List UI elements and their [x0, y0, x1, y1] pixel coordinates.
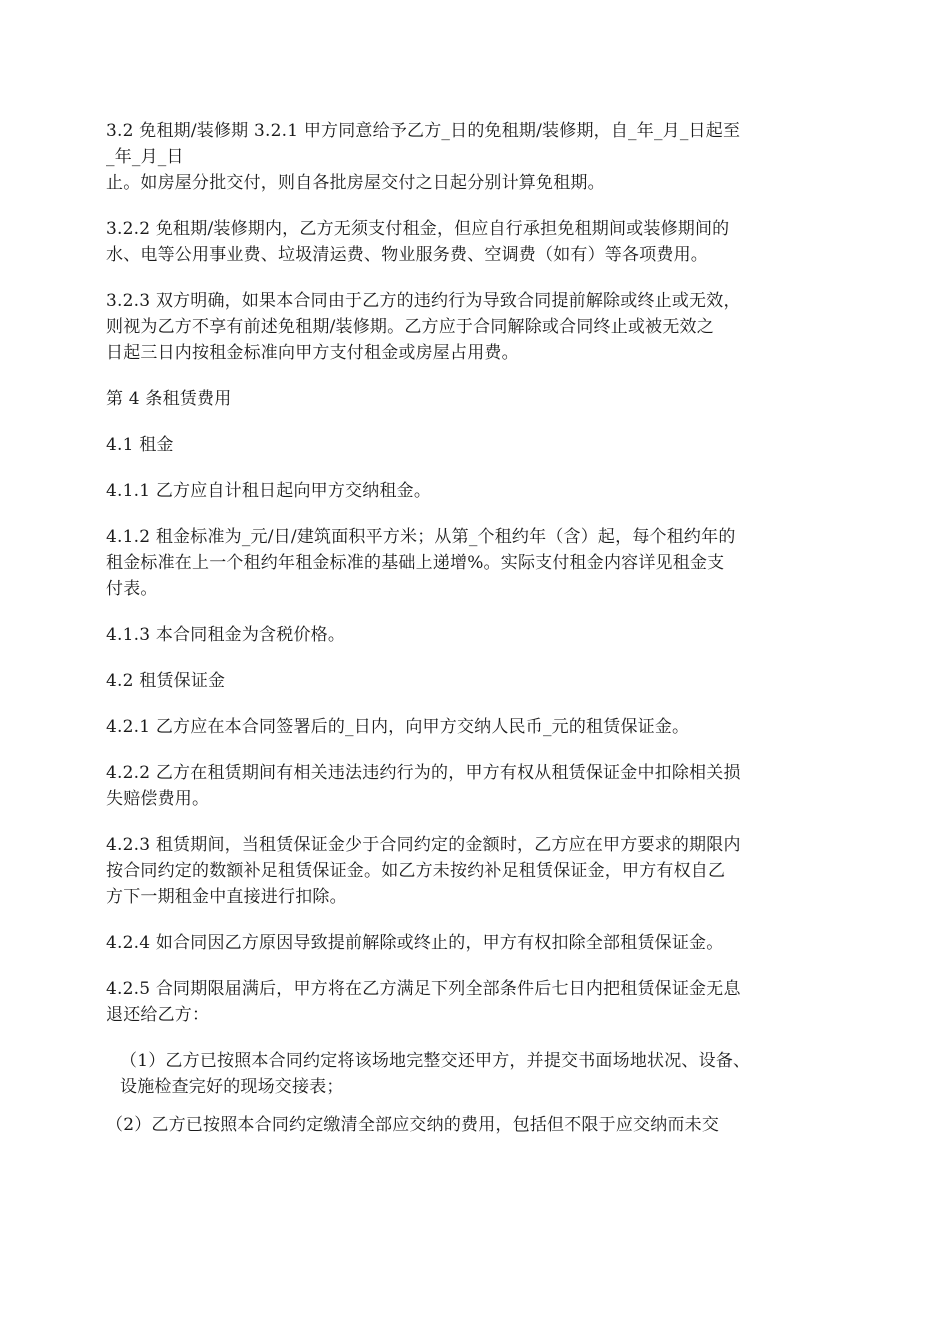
- text-line: 止。如房屋分批交付，则自各批房屋交付之日起分别计算免租期。: [106, 173, 605, 193]
- text-line: 4.2.4 如合同因乙方原因导致提前解除或终止的，甲方有权扣除全部租赁保证金。: [106, 933, 724, 953]
- text-line: （2）乙方已按照本合同约定缴清全部应交纳的费用，包括但不限于应交纳而未交: [106, 1115, 720, 1135]
- paragraph-4-2-5: [106, 976, 851, 1028]
- paragraph-4-2-4: [106, 930, 851, 956]
- paragraph-4-2-3: [106, 832, 851, 910]
- list-item-1: [106, 1048, 851, 1100]
- text-line: 4.1.1 乙方应自计租日起向甲方交纳租金。: [106, 481, 432, 501]
- paragraph-4-2: [106, 668, 851, 694]
- text-line: 3.2 免租期/装修期 3.2.1 甲方同意给予乙方_日的免租期/装修期，自_年_月_日起至: [106, 121, 741, 141]
- text-line: 4.2.2 乙方在租赁期间有相关违法违约行为的，甲方有权从租赁保证金中扣除相关损: [106, 763, 741, 783]
- text-line: 4.2.3 租赁期间，当租赁保证金少于合同约定的金额时，乙方应在甲方要求的期限内: [106, 835, 741, 855]
- text-line: 日起三日内按租金标准向甲方支付租金或房屋占用费。: [106, 343, 519, 363]
- document-page: [106, 118, 851, 1158]
- text-line: 4.2 租赁保证金: [106, 671, 226, 691]
- paragraph-4-2-1: [106, 714, 851, 740]
- section-heading-4: [106, 386, 851, 412]
- text-line: 第 4 条租赁费用: [106, 389, 232, 409]
- text-line: 退还给乙方：: [106, 1005, 210, 1025]
- text-line: 水、电等公用事业费、垃圾清运费、物业服务费、空调费（如有）等各项费用。: [106, 245, 708, 265]
- text-line: _年_月_日: [106, 147, 184, 167]
- text-line: 则视为乙方不享有前述免租期/装修期。乙方应于合同解除或合同终止或被无效之: [106, 317, 714, 337]
- paragraph-3-2: [106, 118, 851, 196]
- text-line: 3.2.3 双方明确，如果本合同由于乙方的违约行为导致合同提前解除或终止或无效，: [106, 291, 741, 311]
- text-line: 4.1.2 租金标准为_元/日/建筑面积平方米；从第_个租约年（含）起，每个租约年的: [106, 527, 736, 547]
- text-line: 4.1.3 本合同租金为含税价格。: [106, 625, 346, 645]
- text-line: 付表。: [106, 579, 158, 599]
- text-line: 方下一期租金中直接进行扣除。: [106, 887, 347, 907]
- text-line: 4.1 租金: [106, 435, 174, 455]
- text-line: 按合同约定的数额补足租赁保证金。如乙方未按约补足租赁保证金，甲方有权自乙: [106, 861, 726, 881]
- text-line: （1）乙方已按照本合同约定将该场地完整交还甲方，并提交书面场地状况、设备、: [120, 1051, 751, 1071]
- text-line: 失赔偿费用。: [106, 789, 210, 809]
- text-line: 设施检查完好的现场交接表；: [120, 1077, 344, 1097]
- paragraph-4-1-3: [106, 622, 851, 648]
- paragraph-4-2-2: [106, 760, 851, 812]
- paragraph-3-2-3: [106, 288, 851, 366]
- text-line: 3.2.2 免租期/装修期内，乙方无须支付租金，但应自行承担免租期间或装修期间的: [106, 219, 730, 239]
- list-item-2: [106, 1112, 851, 1138]
- text-line: 4.2.5 合同期限届满后，甲方将在乙方满足下列全部条件后七日内把租赁保证金无息: [106, 979, 741, 999]
- text-line: 租金标准在上一个租约年租金标准的基础上递增%。实际支付租金内容详见租金支: [106, 553, 725, 573]
- paragraph-4-1-2: [106, 524, 851, 602]
- paragraph-4-1: [106, 432, 851, 458]
- paragraph-4-1-1: [106, 478, 851, 504]
- paragraph-3-2-2: [106, 216, 851, 268]
- text-line: 4.2.1 乙方应在本合同签署后的_日内，向甲方交纳人民币_元的租赁保证金。: [106, 717, 690, 737]
